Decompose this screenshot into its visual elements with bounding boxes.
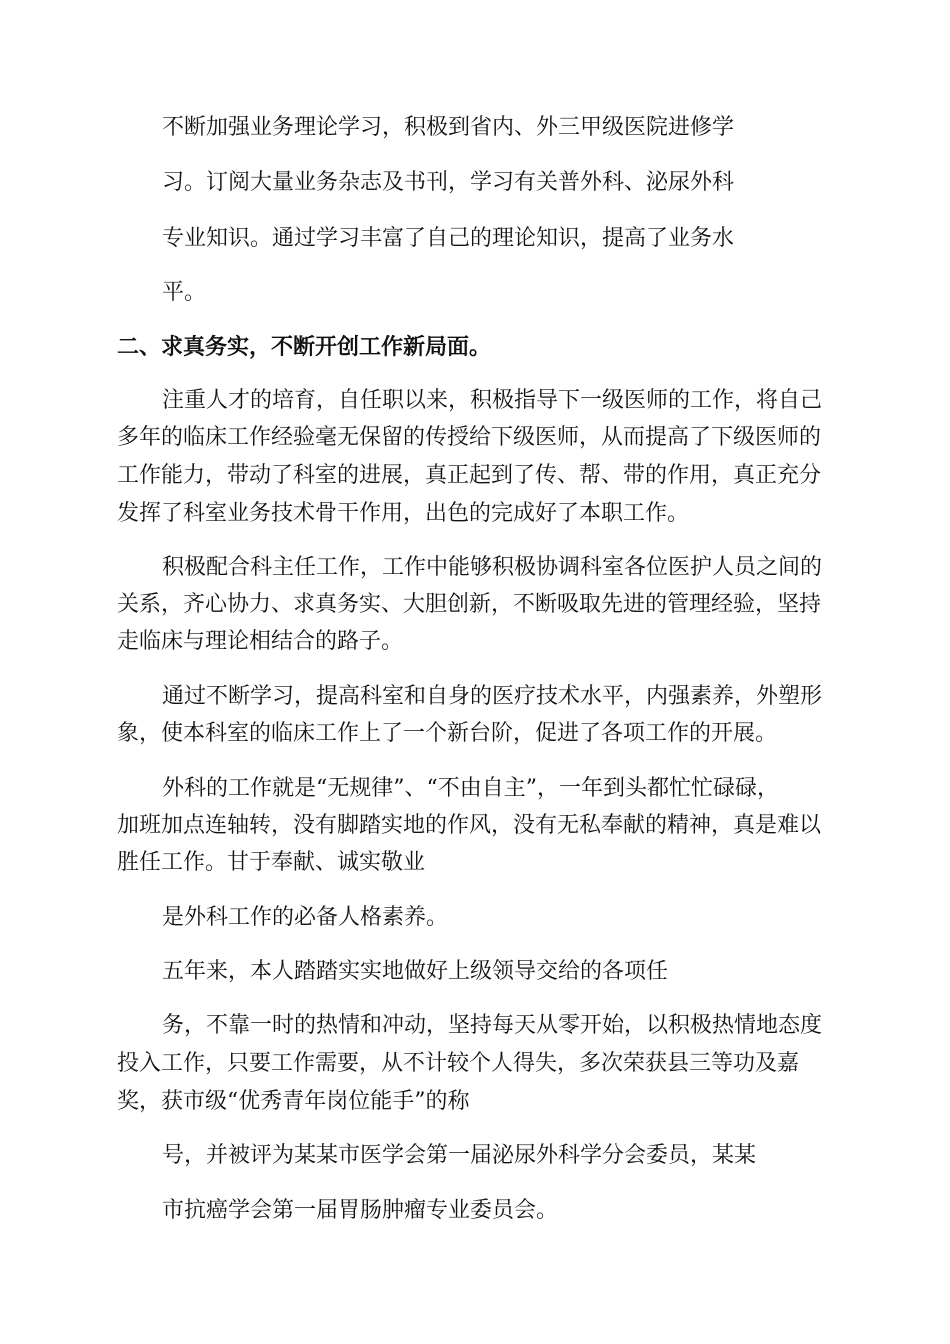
para5-line: 是外科工作的必备人格素养。 <box>162 905 449 930</box>
intro-line-1: 不断加强业务理论学习，积极到省内、外三甲级医院进修学 <box>162 115 735 140</box>
para8-line: 号，并被评为某某市医学会第一届泌尿外科学分会委员，某某 <box>162 1143 757 1168</box>
para7-line-2: 投入工作，只要工作需要，从不计较个人得失，多次荣获县三等功及嘉 <box>117 1051 800 1076</box>
para3-line-2: 象，使本科室的临床工作上了一个新台阶，促进了各项工作的开展。 <box>117 721 778 746</box>
para1-line-1: 注重人才的培育，自任职以来，积极指导下一级医师的工作，将自己 <box>162 388 823 413</box>
para7-line-3: 奖，获市级“优秀青年岗位能手”的称 <box>117 1089 470 1114</box>
para2-line-3: 走临床与理论相结合的路子。 <box>117 629 404 654</box>
para7-line-1: 务，不靠一时的热情和冲动，坚持每天从零开始，以积极热情地态度 <box>162 1013 823 1038</box>
para6-line: 五年来，本人踏踏实实地做好上级领导交给的各项任 <box>162 959 669 984</box>
intro-line-4: 平。 <box>162 280 207 305</box>
para4-line-3: 胜任工作。甘于奉献、诚实敬业 <box>117 850 426 875</box>
intro-line-2: 习。订阅大量业务杂志及书刊，学习有关普外科、泌尿外科 <box>162 170 735 195</box>
para4-line-2: 加班加点连轴转，没有脚踏实地的作风，没有无私奉献的精神，真是难以 <box>117 813 822 838</box>
para9-line: 市抗癌学会第一届胃肠肿瘤专业委员会。 <box>162 1198 559 1223</box>
para4-line-1: 外科的工作就是“无规律”、“不由自主”，一年到头都忙忙碌碌， <box>162 776 779 801</box>
section-heading: 二、求真务实，不断开创工作新局面。 <box>117 335 492 360</box>
para1-line-3: 工作能力，带动了科室的进展，真正起到了传、帮、带的作用，真正充分 <box>117 463 822 488</box>
intro-line-3: 专业知识。通过学习丰富了自己的理论知识，提高了业务水 <box>162 226 735 251</box>
para1-line-2: 多年的临床工作经验毫无保留的传授给下级医师，从而提高了下级医师的 <box>117 425 822 450</box>
para2-line-1: 积极配合科主任工作，工作中能够积极协调科室各位医护人员之间的 <box>162 555 823 580</box>
para1-line-4: 发挥了科室业务技术骨干作用，出色的完成好了本职工作。 <box>117 501 690 526</box>
para2-line-2: 关系，齐心协力、求真务实、大胆创新，不断吸取先进的管理经验，坚持 <box>117 592 822 617</box>
para3-line-1: 通过不断学习，提高科室和自身的医疗技术水平，内强素养，外塑形 <box>162 684 823 709</box>
